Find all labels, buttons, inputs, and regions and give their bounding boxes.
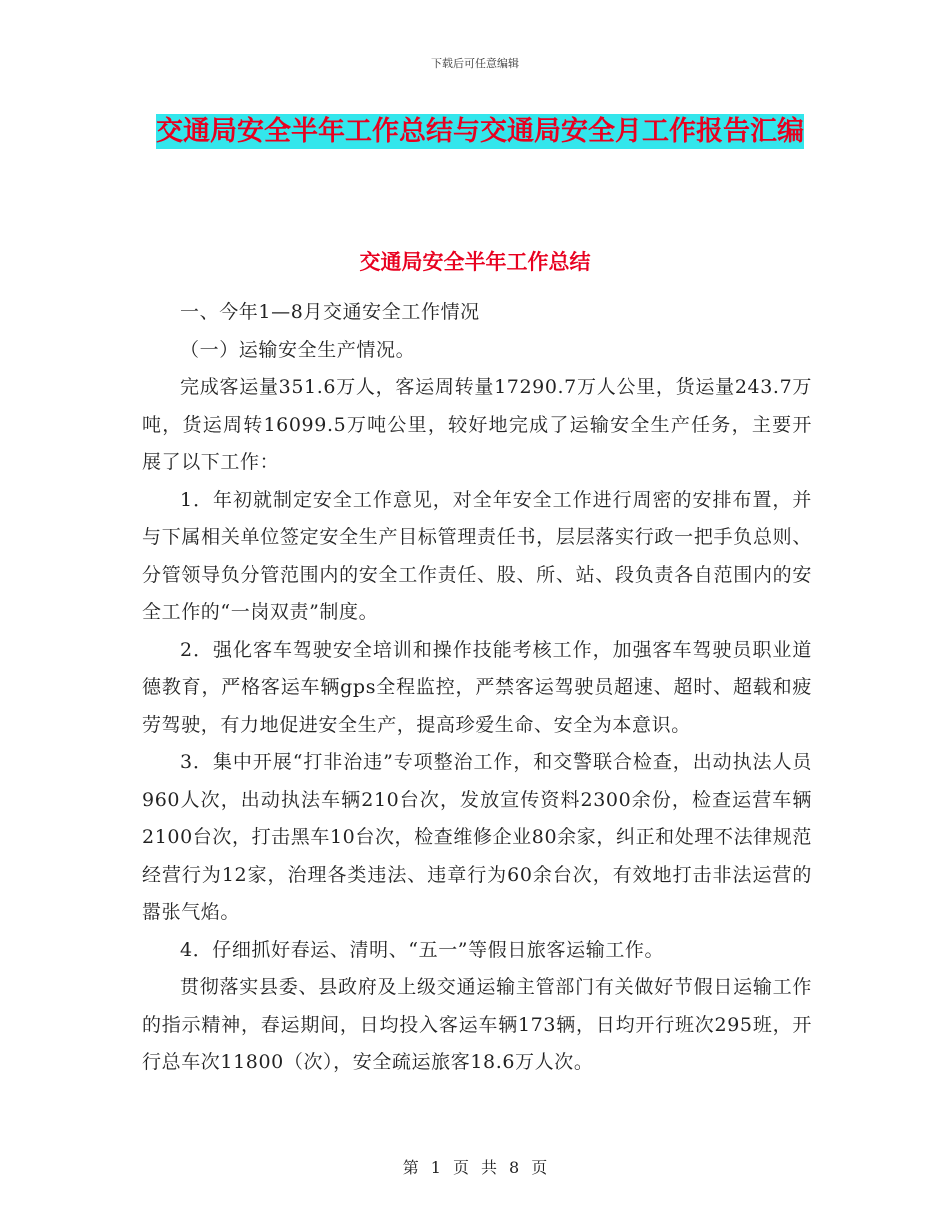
document-body (142, 294, 812, 1082)
footer-prefix: 第 (402, 1158, 419, 1177)
paragraph-summary: 完成客运量351.6万人，客运周转量17290.7万人公里，货运量243.7万吨，货运周转16099.5万吨公里，较好地完成了运输安全生产任务，主要开展了以下工作： (142, 376, 812, 473)
footer-total-unit: 页 (531, 1158, 548, 1177)
paragraph-item-1: 1．年初就制定安全工作意见，对全年安全工作进行周密的安排布置，并与下属相关单位签定安全生产目标管理责任书，层层落实行政一把手负总则、分管领导负分管范围内的安全工作责任、股、所、站、段负责各自范围内的安全工作的“一岗双责”制度。 (142, 488, 812, 623)
document-title-text: 交通局安全半年工作总结与交通局安全月工作报告汇编 (156, 116, 804, 147)
paragraph-item-3: 3．集中开展“打非治违”专项整治工作，和交警联合检查，出动执法人员960人次，出动执法车辆210台次，发放宣传资料2300余份，检查运营车辆2100台次，打击黑车10台次，检查维修企业80余家，纠正和处理不法律规范经营行为12家，治理各类违法、违章行为60余台次，有效地打击非法运营的嚣张气焰。 (142, 751, 812, 923)
header-note: 下载后可任意编辑 (431, 57, 519, 70)
document-title (140, 108, 820, 156)
footer-total-pages: 8 (509, 1158, 520, 1177)
paragraph-heading-2: （一）运输安全生产情况。 (180, 338, 416, 361)
paragraph-item-4: 4．仔细抓好春运、清明、“五一”等假日旅客运输工作。 (180, 938, 665, 961)
paragraph-item-2: 2．强化客车驾驶安全培训和操作技能考核工作，加强客车驾驶员职业道德教育，严格客运车辆gps全程监控，严禁客运驾驶员超速、超时、超载和疲劳驾驶，有力地促进安全生产，提高珍爱生命、安全为本意识。 (142, 638, 812, 736)
page-footer (0, 1155, 950, 1178)
footer-page-unit: 页 (452, 1158, 469, 1177)
footer-total-prefix: 共 (481, 1158, 498, 1177)
footer-page-number: 1 (430, 1158, 441, 1177)
section-title: 交通局安全半年工作总结 (359, 250, 591, 274)
paragraph-holiday-transport: 贯彻落实县委、县政府及上级交通运输主管部门有关做好节假日运输工作的指示精神，春运期间，日均投入客运车辆173辆，日均开行班次295班，开行总车次11800（次），安全疏运旅客18.6万人次。 (142, 976, 812, 1073)
paragraph-heading-1: 一、今年1—8月交通安全工作情况 (180, 301, 480, 323)
